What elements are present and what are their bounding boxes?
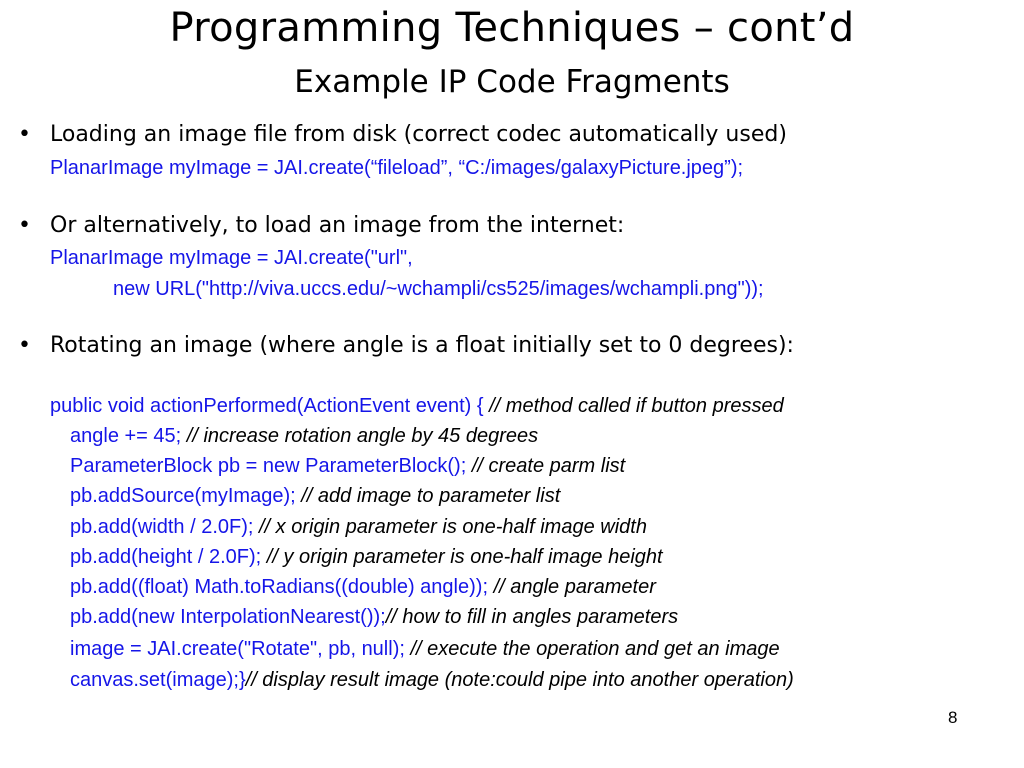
code-line — [70, 602, 678, 632]
code-text: pb.add(height / 2.0F); — [70, 546, 267, 568]
code-text: pb.add(width / 2.0F); — [70, 516, 259, 538]
code-text: pb.add((float) Math.toRadians((double) angle)); — [70, 576, 494, 598]
code-comment: // how to fill in angles parameters — [385, 606, 679, 628]
code-line — [70, 451, 625, 481]
code-line — [70, 572, 656, 602]
code-line — [70, 512, 647, 542]
bullet-text: Or alternatively, to load an image from the internet: — [50, 213, 625, 238]
bullet-marker: • — [18, 333, 31, 358]
code-comment: // create parm list — [471, 455, 626, 477]
slide-title: Programming Techniques – cont’d — [169, 5, 855, 51]
code-line — [70, 665, 794, 695]
slide-subtitle: Example IP Code Fragments — [294, 64, 730, 100]
code-comment: // display result image (note:could pipe into another operation) — [245, 669, 794, 691]
bullet-marker: • — [18, 213, 31, 238]
code-comment: // angle parameter — [493, 576, 656, 598]
code-line — [70, 542, 663, 572]
code-comment: // x origin parameter is one-half image width — [258, 516, 647, 538]
code-comment: // execute the operation and get an image — [410, 638, 780, 660]
code-line: new URL("http://viva.uccs.edu/~wchampli/cs525/images/wchampli.png")); — [113, 278, 764, 300]
code-line — [70, 481, 560, 511]
bullet-text: Loading an image file from disk (correct codec automatically used) — [50, 122, 787, 147]
code-comment: // add image to parameter list — [301, 485, 561, 507]
bullet-text: Rotating an image (where angle is a float initially set to 0 degrees): — [50, 333, 794, 358]
code-text: angle += 45; — [70, 425, 187, 447]
code-line: PlanarImage myImage = JAI.create(“fileload”, “C:/images/galaxyPicture.jpeg”); — [50, 157, 744, 179]
code-line — [50, 391, 784, 421]
code-comment: // y origin parameter is one-half image height — [266, 546, 663, 568]
code-comment: // increase rotation angle by 45 degrees — [186, 425, 539, 447]
code-line: PlanarImage myImage = JAI.create("url", — [50, 247, 413, 269]
code-text: canvas.set(image);} — [70, 669, 246, 691]
code-line — [70, 634, 780, 664]
code-line — [70, 421, 538, 451]
page-number: 8 — [948, 708, 958, 727]
code-text: ParameterBlock pb = new ParameterBlock(); — [70, 455, 472, 477]
bullet-marker: • — [18, 122, 31, 147]
code-text: image = JAI.create("Rotate", pb, null); — [70, 638, 411, 660]
code-comment: // method called if button pressed — [489, 395, 784, 417]
code-text: pb.add(new InterpolationNearest()); — [70, 606, 386, 628]
code-text: pb.addSource(myImage); — [70, 485, 302, 507]
code-text: public void actionPerformed(ActionEvent event) { — [50, 395, 490, 417]
